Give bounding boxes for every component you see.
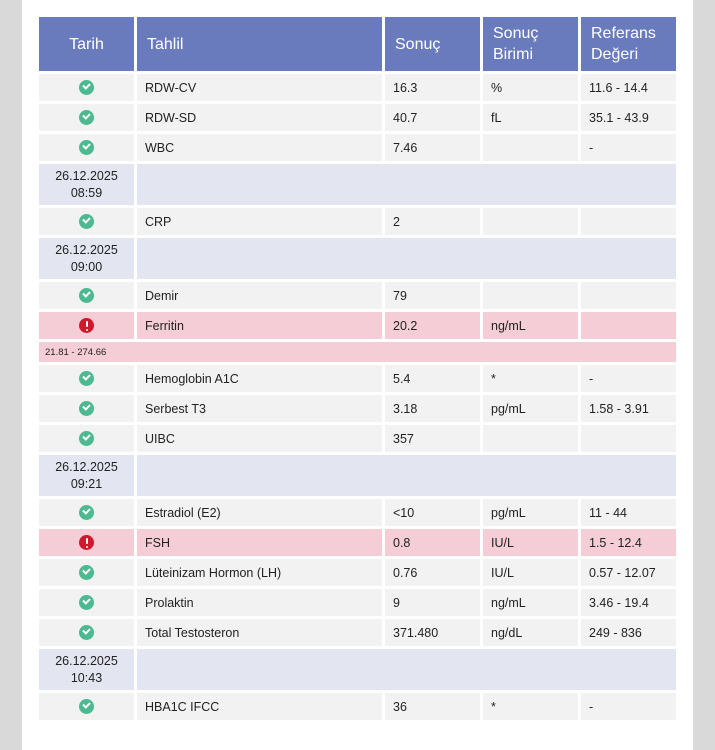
status-cell	[39, 619, 134, 646]
date-cell	[39, 455, 134, 496]
table-row	[39, 589, 676, 616]
status-cell	[39, 208, 134, 235]
date-group-spacer	[137, 238, 676, 279]
status-cell	[39, 499, 134, 526]
status-cell	[39, 365, 134, 392]
check-circle-icon	[79, 288, 94, 303]
result-cell: 5.4	[385, 365, 480, 392]
date-group-row	[39, 238, 676, 279]
reference-cell	[581, 425, 676, 452]
unit-cell: pg/mL	[483, 395, 578, 422]
date-group-spacer	[137, 649, 676, 690]
reference-cell: 0.57 - 12.07	[581, 559, 676, 586]
test-name-cell: WBC	[137, 134, 382, 161]
reference-cell: 1.5 - 12.4	[581, 529, 676, 556]
time-text: 09:21	[70, 476, 103, 491]
table-header-row	[39, 17, 676, 71]
check-circle-icon	[79, 371, 94, 386]
status-cell	[39, 104, 134, 131]
unit-cell	[483, 134, 578, 161]
date-text: 26.12.2025	[55, 653, 118, 668]
result-cell: 40.7	[385, 104, 480, 131]
unit-cell	[483, 425, 578, 452]
table-row	[39, 559, 676, 586]
table-row	[39, 312, 676, 339]
result-cell: 9	[385, 589, 480, 616]
date-group-spacer	[137, 164, 676, 205]
status-cell	[39, 529, 134, 556]
date-text: 26.12.2025	[55, 168, 118, 183]
reference-cell: -	[581, 134, 676, 161]
reference-cell: 249 - 836	[581, 619, 676, 646]
unit-cell: *	[483, 365, 578, 392]
reference-cell: 3.46 - 19.4	[581, 589, 676, 616]
result-cell: 7.46	[385, 134, 480, 161]
time-text: 09:00	[70, 259, 103, 274]
result-cell: <10	[385, 499, 480, 526]
status-cell	[39, 395, 134, 422]
reference-cell: -	[581, 365, 676, 392]
date-group-row	[39, 649, 676, 690]
status-cell	[39, 74, 134, 101]
time-text: 10:43	[70, 670, 103, 685]
reference-cell	[581, 312, 676, 339]
table-row	[39, 529, 676, 556]
check-circle-icon	[79, 595, 94, 610]
table-row	[39, 74, 676, 101]
reference-detail-cell: 21.81 - 274.66	[39, 342, 676, 362]
check-circle-icon	[79, 140, 94, 155]
date-cell	[39, 649, 134, 690]
status-cell	[39, 589, 134, 616]
date-group-row	[39, 164, 676, 205]
test-name-cell: HBA1C IFCC	[137, 693, 382, 720]
test-name-cell: Lüteinizam Hormon (LH)	[137, 559, 382, 586]
unit-cell: ng/dL	[483, 619, 578, 646]
unit-cell: %	[483, 74, 578, 101]
status-cell	[39, 693, 134, 720]
table-row	[39, 425, 676, 452]
test-name-cell: RDW-SD	[137, 104, 382, 131]
reference-detail-row	[39, 342, 676, 362]
reference-cell: 35.1 - 43.9	[581, 104, 676, 131]
result-cell: 16.3	[385, 74, 480, 101]
unit-cell: ng/mL	[483, 589, 578, 616]
date-text: 26.12.2025	[55, 242, 118, 257]
unit-cell: ng/mL	[483, 312, 578, 339]
reference-cell: 11 - 44	[581, 499, 676, 526]
check-circle-icon	[79, 565, 94, 580]
test-name-cell: Serbest T3	[137, 395, 382, 422]
date-group-row	[39, 455, 676, 496]
table-row	[39, 693, 676, 720]
status-cell	[39, 312, 134, 339]
test-name-cell: Total Testosteron	[137, 619, 382, 646]
result-cell: 36	[385, 693, 480, 720]
reference-cell: 1.58 - 3.91	[581, 395, 676, 422]
reference-cell	[581, 208, 676, 235]
test-name-cell: Estradiol (E2)	[137, 499, 382, 526]
exclamation-circle-icon	[79, 318, 94, 333]
check-circle-icon	[79, 699, 94, 714]
table-body	[39, 74, 676, 720]
check-circle-icon	[79, 431, 94, 446]
reference-cell: 11.6 - 14.4	[581, 74, 676, 101]
result-cell: 20.2	[385, 312, 480, 339]
test-name-cell: FSH	[137, 529, 382, 556]
table-row	[39, 134, 676, 161]
exclamation-circle-icon	[79, 535, 94, 550]
status-cell	[39, 134, 134, 161]
check-circle-icon	[79, 401, 94, 416]
test-name-cell: Hemoglobin A1C	[137, 365, 382, 392]
test-name-cell: CRP	[137, 208, 382, 235]
lab-results-table	[36, 14, 679, 723]
unit-cell: fL	[483, 104, 578, 131]
status-cell	[39, 559, 134, 586]
date-text: 26.12.2025	[55, 459, 118, 474]
table-row	[39, 365, 676, 392]
reference-cell: -	[581, 693, 676, 720]
table-row	[39, 208, 676, 235]
result-cell: 3.18	[385, 395, 480, 422]
time-text: 08:59	[70, 185, 103, 200]
column-header-sonuc: Sonuç	[385, 17, 480, 71]
unit-cell: pg/mL	[483, 499, 578, 526]
test-name-cell: RDW-CV	[137, 74, 382, 101]
table-row	[39, 499, 676, 526]
unit-cell: IU/L	[483, 559, 578, 586]
check-circle-icon	[79, 625, 94, 640]
test-name-cell: Prolaktin	[137, 589, 382, 616]
table-row	[39, 282, 676, 309]
table-row	[39, 619, 676, 646]
test-name-cell: Ferritin	[137, 312, 382, 339]
check-circle-icon	[79, 110, 94, 125]
result-cell: 371.480	[385, 619, 480, 646]
test-name-cell: Demir	[137, 282, 382, 309]
column-header-birim: Sonuç Birimi	[483, 17, 578, 71]
result-cell: 0.76	[385, 559, 480, 586]
result-cell: 79	[385, 282, 480, 309]
status-cell	[39, 282, 134, 309]
date-group-spacer	[137, 455, 676, 496]
reference-cell	[581, 282, 676, 309]
result-cell: 357	[385, 425, 480, 452]
unit-cell	[483, 208, 578, 235]
status-cell	[39, 425, 134, 452]
result-cell: 2	[385, 208, 480, 235]
date-cell	[39, 164, 134, 205]
unit-cell: *	[483, 693, 578, 720]
test-name-cell: UIBC	[137, 425, 382, 452]
results-sheet	[22, 0, 693, 750]
unit-cell: IU/L	[483, 529, 578, 556]
date-cell	[39, 238, 134, 279]
table-row	[39, 395, 676, 422]
unit-cell	[483, 282, 578, 309]
check-circle-icon	[79, 80, 94, 95]
check-circle-icon	[79, 214, 94, 229]
result-cell: 0.8	[385, 529, 480, 556]
check-circle-icon	[79, 505, 94, 520]
table-row	[39, 104, 676, 131]
column-header-tahlil: Tahlil	[137, 17, 382, 71]
column-header-referans: Referans Değeri	[581, 17, 676, 71]
column-header-tarih: Tarih	[39, 17, 134, 71]
